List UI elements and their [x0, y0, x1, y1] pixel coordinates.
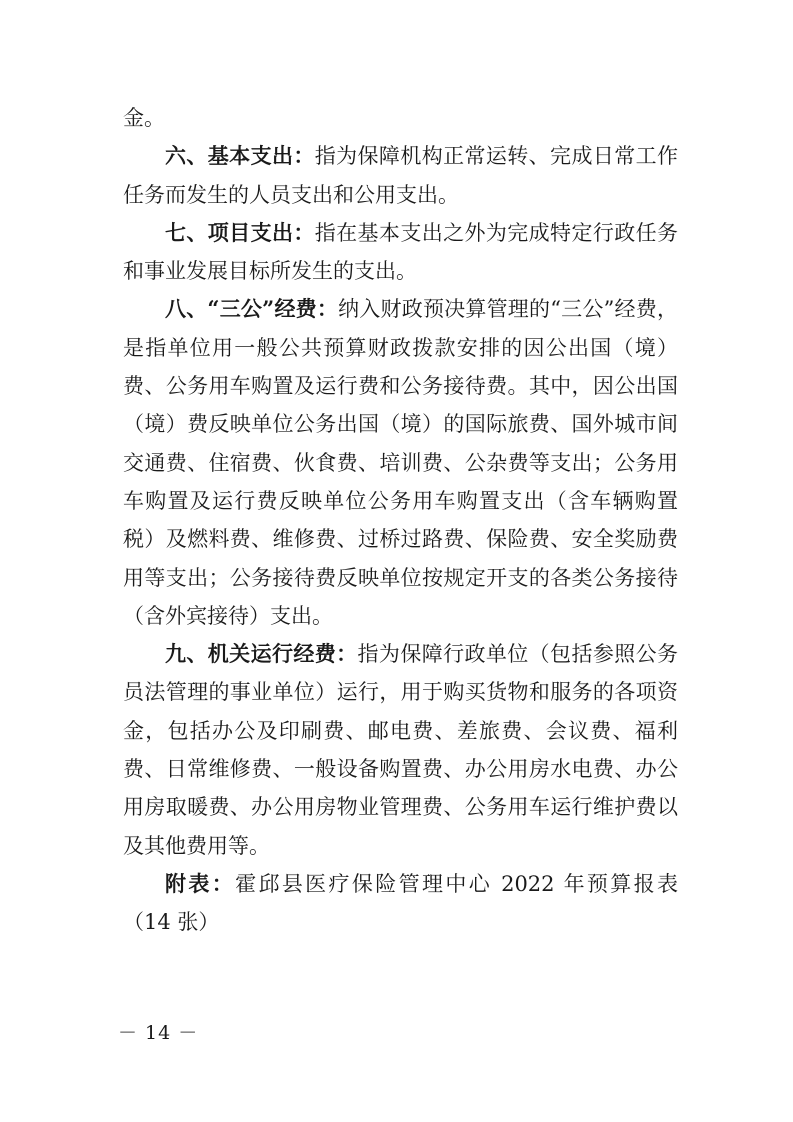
paragraph-operating-funds — [123, 635, 678, 865]
paragraph-heading: 附表： — [165, 870, 236, 896]
page-number: － 14 － — [118, 1022, 199, 1044]
paragraph-project-expenditure — [123, 214, 678, 291]
body-text — [123, 99, 678, 942]
paragraph-text: 金。 — [123, 106, 165, 130]
paragraph-heading: 九、机关运行经费： — [165, 641, 358, 667]
paragraph-appendix — [123, 865, 678, 942]
paragraph-text: 指为保障机构正常运转、完成日常工作任务而发生的人员支出和公用支出。 — [123, 144, 679, 207]
paragraph-heading: 七、项目支出： — [165, 219, 315, 245]
paragraph-text: 纳入财政预决算管理的“三公”经费，是指单位用一般公共预算财政拨款安排的因公出国（境）费、公务用车购置及运行费和公务接待费。其中，因公出国（境）费反映单位公务出国（境）的国际旅费、国外城市间交通费、住宿费、伙食费、培训费、公杂费等支出；公务用车购置及运行费反映单位公务用车购置支出（含车辆购置税）及燃料费、维修费、过桥过路费、保险费、安全奖励费用等支出；公务接待费反映单位按规定开支的各类公务接待（含外宾接待）支出。 — [123, 297, 678, 628]
paragraph-text: 指在基本支出之外为完成特定行政任务和事业发展目标所发生的支出。 — [123, 220, 679, 284]
paragraph-continuation — [123, 99, 678, 137]
paragraph-text: 霍邱县医疗保险管理中心 2022 年预算报表（14 张） — [123, 871, 679, 935]
paragraph-three-public-funds — [123, 290, 678, 635]
paragraph-heading: 六、基本支出： — [165, 143, 315, 169]
paragraph-basic-expenditure — [123, 137, 678, 214]
paragraph-heading: 八、“三公”经费： — [165, 296, 339, 322]
paragraph-text: 指为保障行政单位（包括参照公务员法管理的事业单位）运行，用于购买货物和服务的各项资金，包括办公及印刷费、邮电费、差旅费、会议费、福利费、日常维修费、一般设备购置费、办公用房水电费、办公用房取暖费、办公用房物业管理费、公务用车运行维护费以及其他费用等。 — [123, 642, 679, 858]
